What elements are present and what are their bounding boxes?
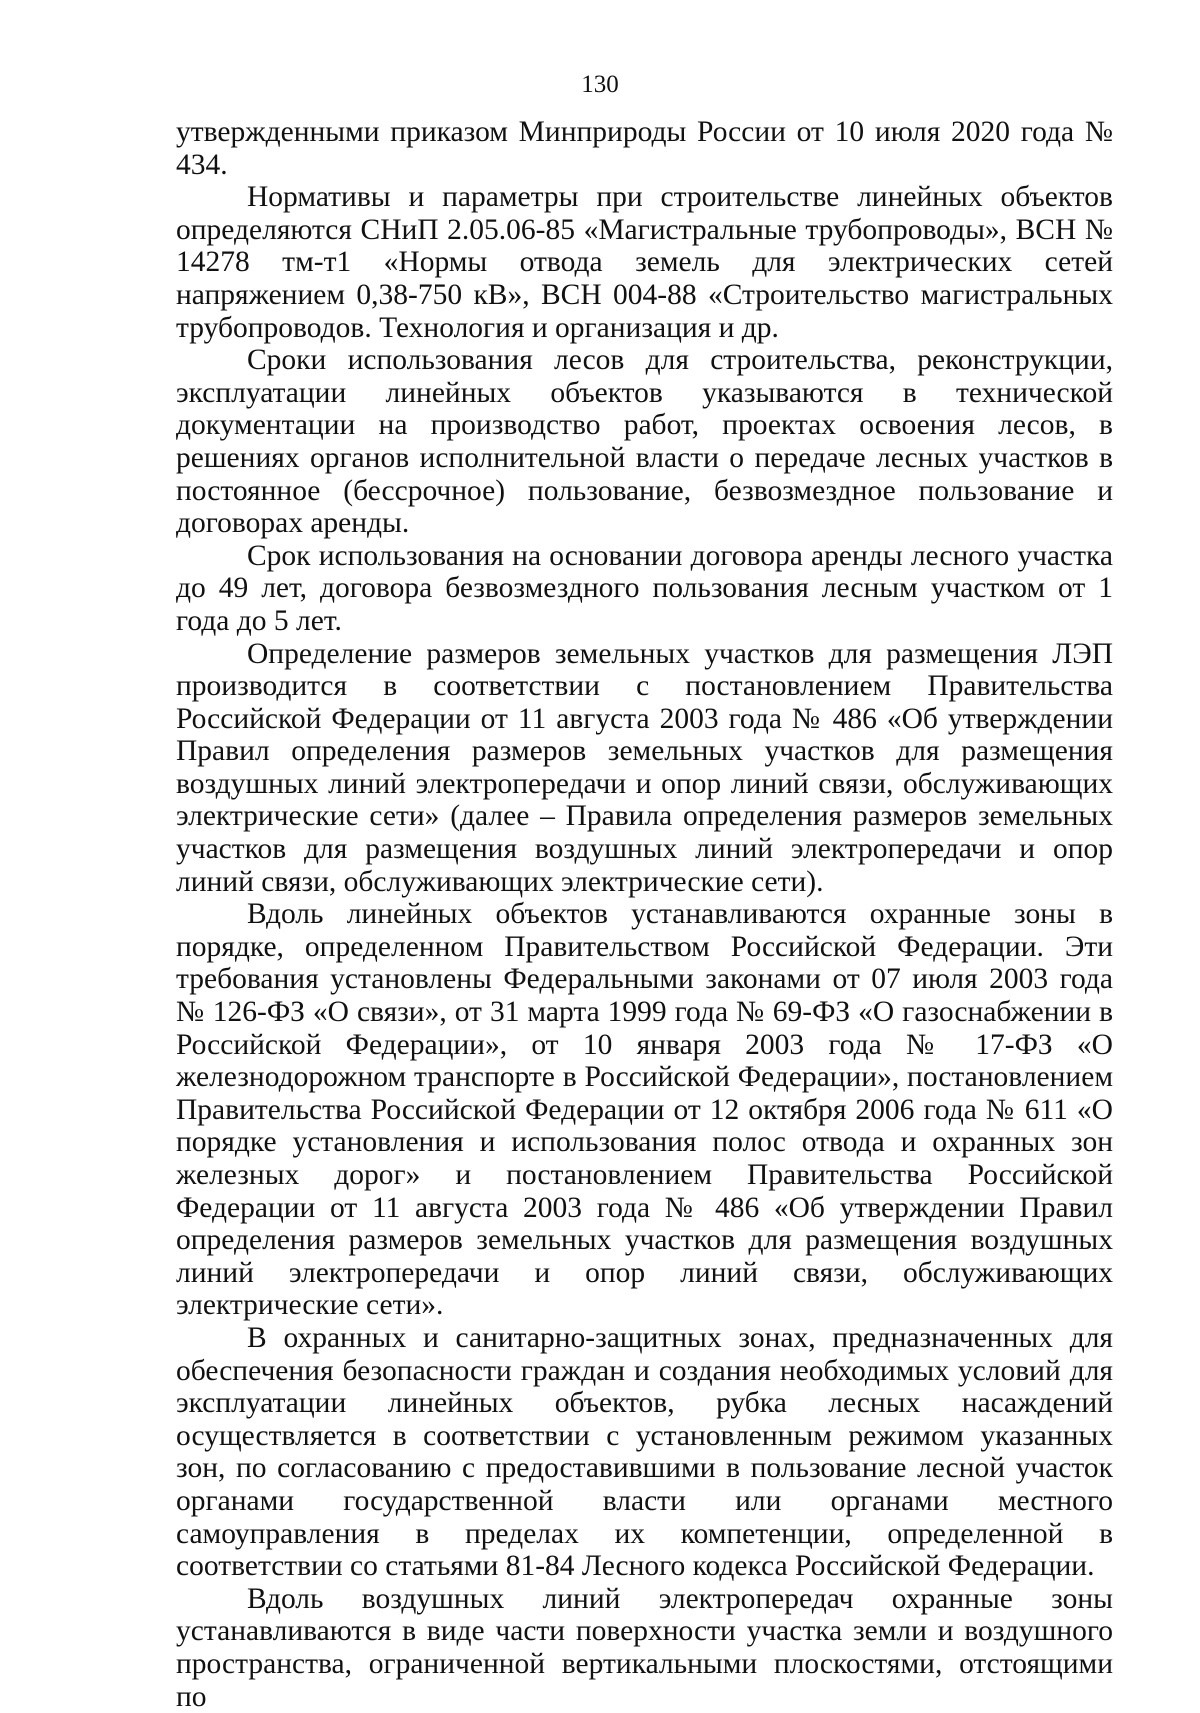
paragraph-sanitary-zones: В охранных и санитарно-защитных зонах, предназначенных для обеспечения безопасности граждан и создания необходимых условий для эксплуатации линейных объектов, рубка лесных насаждений осуществляется в соответствии с установленным режимом указанных зон, по согласованию с предоставившими в пользование лесной участок органами государственной власти или органами местного самоуправления в пределах их компетенции, определенной в соответствии со статьями 81-84 Лесного кодекса Российской Федерации.	[176, 1321, 1113, 1583]
paragraph-lease-duration: Срок использования на основании договора аренды лесного участка до 49 лет, договора безвозмездного пользования лесным участком от 1 года до 5 лет.	[176, 539, 1113, 637]
paragraph-standards: Нормативы и параметры при строительстве линейных объектов определяются СНиП 2.05.06-85 «Магистральные трубопроводы», ВСН № 14278 тм-т1 «Нормы отвода земель для электрических сетей напряжением 0,38-750 кВ», ВСН 004-88 «Строительство магистральных трубопроводов. Технология и организация и др.	[176, 181, 1113, 344]
paragraph-usage-terms: Сроки использования лесов для строительства, реконструкции, эксплуатации линейных объектов указываются в технической документации на производство работ, проектах освоения лесов, в решениях органов исполнительной власти о передаче лесных участков в постоянное (бессрочное) пользование, безвозмездное пользование и договорах аренды.	[176, 344, 1113, 540]
paragraph-protection-zones: Вдоль линейных объектов устанавливаются охранные зоны в порядке, определенном Правительством Российской Федерации. Эти требования установлены Федеральными законами от 07 июля 2003 года № 126-ФЗ «О связи», от 31 марта 1999 года № 69-ФЗ «О газоснабжении в Российской Федерации», от 10 января 2003 года № 17-ФЗ «О железнодорожном транспорте в Российской Федерации», постановлением Правительства Российской Федерации от 12 октября 2006 года № 611 «О порядке установления и использования полос отвода и охранных зон железных дорог» и постановлением Правительства Российской Федерации от 11 августа 2003 года № 486 «Об утверждении Правил определения размеров земельных участков для размещения воздушных линий электропередачи и опор линий связи, обслуживающих электрические сети».	[176, 898, 1113, 1322]
paragraph-power-line-land: Определение размеров земельных участков для размещения ЛЭП производится в соответствии с постановлением Правительства Российской Федерации от 11 августа 2003 года № 486 «Об утверждении Правил определения размеров земельных участков для размещения воздушных линий электропередачи и опор линий связи, обслуживающих электрические сети» (далее – Правила определения размеров земельных участков для размещения воздушных линий электропередачи и опор линий связи, обслуживающих электрические сети).	[176, 637, 1113, 898]
page-number: 130	[581, 71, 619, 98]
document-body	[176, 116, 1113, 1713]
paragraph-continuation: утвержденными приказом Минприроды России от 10 июля 2020 года № 434.	[176, 116, 1113, 181]
paragraph-overhead-lines: Вдоль воздушных линий электропередач охранные зоны устанавливаются в виде части поверхности участка земли и воздушного пространства, ограниченной вертикальными плоскостями, отстоящими по	[176, 1582, 1113, 1713]
